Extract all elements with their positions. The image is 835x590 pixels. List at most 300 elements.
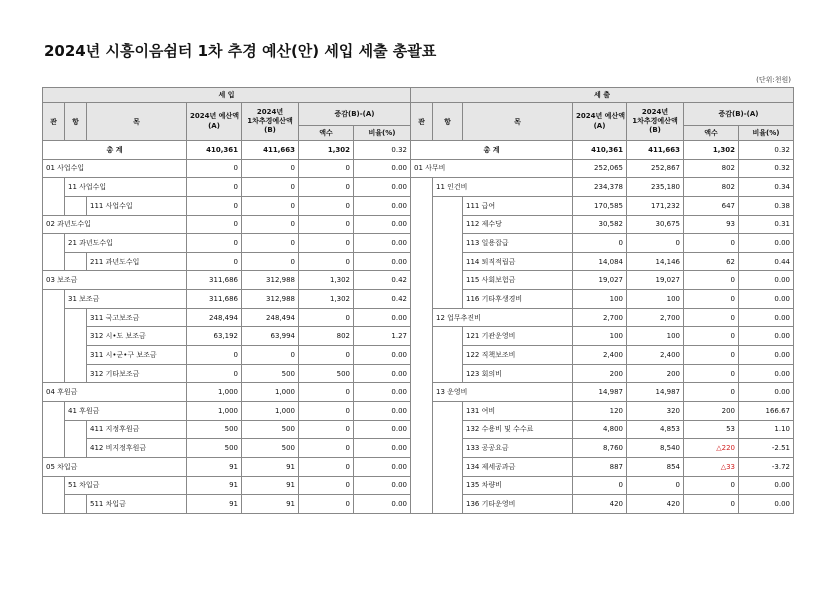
row-label: 136 기타운영비 bbox=[463, 495, 573, 514]
budget-b-cell: 1,000 bbox=[242, 383, 299, 402]
indent-cell bbox=[65, 495, 87, 514]
budget-b-cell: 100 bbox=[627, 327, 684, 346]
row-label: 11 사업수입 bbox=[65, 178, 187, 197]
diff-ratio-cell: 0.00 bbox=[354, 476, 411, 495]
row-label: 132 수용비 및 수수료 bbox=[463, 420, 573, 439]
budget-b-cell: 100 bbox=[627, 290, 684, 309]
table-row bbox=[43, 234, 411, 253]
row-label: 02 과년도수입 bbox=[43, 215, 187, 234]
table-row bbox=[411, 290, 794, 309]
diff-amount-cell: 0 bbox=[299, 420, 354, 439]
diff-amount-cell: 0 bbox=[299, 495, 354, 514]
budget-b-cell: 312,988 bbox=[242, 290, 299, 309]
budget-a-cell: 120 bbox=[573, 401, 627, 420]
diff-amount-cell: 0 bbox=[299, 346, 354, 365]
indent-cell bbox=[43, 439, 65, 458]
indent-cell bbox=[411, 215, 433, 234]
indent-cell bbox=[433, 196, 463, 215]
budget-b-cell: 312,988 bbox=[242, 271, 299, 290]
table-row bbox=[43, 401, 411, 420]
diff-amount-cell: 0 bbox=[684, 346, 739, 365]
budget-b-cell: 91 bbox=[242, 495, 299, 514]
col-budget-b-line1: 2024년 bbox=[256, 108, 284, 117]
table-row bbox=[43, 364, 411, 383]
indent-cell bbox=[43, 290, 65, 309]
table-row bbox=[411, 495, 794, 514]
diff-amount-cell: 93 bbox=[684, 215, 739, 234]
budget-b-cell: 500 bbox=[242, 439, 299, 458]
col-budget-b-line2: 1차추경예산액 bbox=[247, 117, 293, 126]
col-budget-a-line2: (A) bbox=[208, 121, 220, 130]
indent-cell bbox=[433, 364, 463, 383]
indent-cell bbox=[433, 401, 463, 420]
diff-ratio-cell: 0.00 bbox=[739, 364, 794, 383]
indent-cell bbox=[65, 327, 87, 346]
indent-cell bbox=[411, 178, 433, 197]
row-label: 121 기관운영비 bbox=[463, 327, 573, 346]
budget-a-cell: 14,084 bbox=[573, 252, 627, 271]
table-row bbox=[43, 271, 411, 290]
col-budget-b-line3: (B) bbox=[649, 125, 661, 134]
table-row bbox=[43, 159, 411, 178]
diff-ratio-cell: 0.44 bbox=[739, 252, 794, 271]
indent-cell bbox=[411, 383, 433, 402]
budget-a-cell: 2,700 bbox=[573, 308, 627, 327]
budget-a-cell: 0 bbox=[187, 196, 242, 215]
diff-amount-cell: 1,302 bbox=[299, 271, 354, 290]
diff-ratio-cell: 0.00 bbox=[354, 346, 411, 365]
indent-cell bbox=[411, 271, 433, 290]
budget-a-cell: 1,000 bbox=[187, 383, 242, 402]
table-row bbox=[43, 346, 411, 365]
total-b: 411,663 bbox=[242, 141, 299, 160]
indent-cell bbox=[433, 327, 463, 346]
indent-cell bbox=[43, 476, 65, 495]
budget-a-cell: 0 bbox=[187, 252, 242, 271]
table-row bbox=[411, 234, 794, 253]
row-label: 134 제세공과금 bbox=[463, 457, 573, 476]
diff-amount-cell: 0 bbox=[684, 383, 739, 402]
diff-ratio-cell: 166.67 bbox=[739, 401, 794, 420]
diff-amount-cell: 1,302 bbox=[299, 290, 354, 309]
col-hang: 항 bbox=[433, 103, 463, 141]
diff-amount-cell: 0 bbox=[684, 271, 739, 290]
budget-b-cell: 0 bbox=[242, 252, 299, 271]
row-label: 111 급여 bbox=[463, 196, 573, 215]
diff-amount-cell: 0 bbox=[684, 476, 739, 495]
diff-ratio-cell: 0.00 bbox=[739, 495, 794, 514]
income-total-row bbox=[43, 141, 411, 160]
col-hang: 항 bbox=[65, 103, 87, 141]
total-label: 총 계 bbox=[411, 141, 573, 160]
diff-ratio-cell: 0.00 bbox=[354, 457, 411, 476]
indent-cell bbox=[65, 346, 87, 365]
col-budget-a bbox=[187, 103, 242, 141]
indent-cell bbox=[43, 196, 65, 215]
diff-ratio-cell: 0.38 bbox=[739, 196, 794, 215]
indent-cell bbox=[43, 234, 65, 253]
budget-b-cell: 248,494 bbox=[242, 308, 299, 327]
indent-cell bbox=[411, 420, 433, 439]
expense-total-row bbox=[411, 141, 794, 160]
budget-b-cell: 91 bbox=[242, 457, 299, 476]
diff-ratio-cell: 0.00 bbox=[739, 383, 794, 402]
budget-a-cell: 14,987 bbox=[573, 383, 627, 402]
indent-cell bbox=[43, 327, 65, 346]
row-label: 111 사업수입 bbox=[87, 196, 187, 215]
table-row bbox=[411, 252, 794, 271]
total-a: 410,361 bbox=[187, 141, 242, 160]
diff-ratio-cell: 1.10 bbox=[739, 420, 794, 439]
indent-cell bbox=[411, 196, 433, 215]
budget-a-cell: 1,000 bbox=[187, 401, 242, 420]
indent-cell bbox=[43, 420, 65, 439]
row-label: 133 공공요금 bbox=[463, 439, 573, 458]
table-row bbox=[411, 476, 794, 495]
diff-amount-cell: 802 bbox=[684, 178, 739, 197]
budget-a-cell: 0 bbox=[573, 476, 627, 495]
col-budget-b-line1: 2024년 bbox=[641, 108, 669, 117]
budget-a-cell: 0 bbox=[187, 364, 242, 383]
diff-amount-cell: 53 bbox=[684, 420, 739, 439]
budget-a-cell: 200 bbox=[573, 364, 627, 383]
diff-ratio-cell: 0.00 bbox=[354, 234, 411, 253]
budget-b-cell: 320 bbox=[627, 401, 684, 420]
total-label: 총 계 bbox=[43, 141, 187, 160]
total-ratio: 0.32 bbox=[354, 141, 411, 160]
diff-ratio-cell: 0.00 bbox=[354, 159, 411, 178]
table-row bbox=[43, 308, 411, 327]
diff-ratio-cell: 0.32 bbox=[739, 159, 794, 178]
diff-amount-cell: 0 bbox=[299, 457, 354, 476]
diff-ratio-cell: 0.00 bbox=[739, 476, 794, 495]
diff-ratio-cell: 0.42 bbox=[354, 271, 411, 290]
budget-a-cell: 0 bbox=[187, 178, 242, 197]
diff-ratio-cell: 0.34 bbox=[739, 178, 794, 197]
budget-b-cell: 0 bbox=[242, 178, 299, 197]
col-mok: 목 bbox=[463, 103, 573, 141]
table-row bbox=[43, 476, 411, 495]
diff-ratio-cell: 0.00 bbox=[739, 234, 794, 253]
diff-ratio-cell: 0.00 bbox=[739, 346, 794, 365]
col-diff-amount: 액수 bbox=[684, 126, 739, 141]
budget-a-cell: 311,686 bbox=[187, 271, 242, 290]
table-row bbox=[43, 196, 411, 215]
row-label: 122 직책보조비 bbox=[463, 346, 573, 365]
indent-cell bbox=[433, 439, 463, 458]
indent-cell bbox=[43, 178, 65, 197]
budget-b-cell: 8,540 bbox=[627, 439, 684, 458]
budget-a-cell: 248,494 bbox=[187, 308, 242, 327]
indent-cell bbox=[65, 420, 87, 439]
diff-ratio-cell: 0.00 bbox=[354, 439, 411, 458]
diff-amount-cell: 0 bbox=[299, 476, 354, 495]
budget-a-cell: 234,378 bbox=[573, 178, 627, 197]
budget-a-cell: 91 bbox=[187, 476, 242, 495]
indent-cell bbox=[411, 476, 433, 495]
col-budget-b bbox=[242, 103, 299, 141]
table-row bbox=[411, 215, 794, 234]
diff-ratio-cell: 0.00 bbox=[354, 196, 411, 215]
total-a: 410,361 bbox=[573, 141, 627, 160]
table-row bbox=[411, 420, 794, 439]
col-budget-a-line2: (A) bbox=[593, 121, 606, 130]
indent-cell bbox=[433, 495, 463, 514]
row-label: 51 차입금 bbox=[65, 476, 187, 495]
budget-a-cell: 887 bbox=[573, 457, 627, 476]
diff-ratio-cell: 0.00 bbox=[354, 364, 411, 383]
indent-cell bbox=[43, 401, 65, 420]
budget-b-cell: 2,400 bbox=[627, 346, 684, 365]
budget-b-cell: 19,027 bbox=[627, 271, 684, 290]
diff-amount-cell: 0 bbox=[299, 234, 354, 253]
income-table bbox=[42, 87, 411, 514]
indent-cell bbox=[433, 215, 463, 234]
indent-cell bbox=[411, 495, 433, 514]
row-label: 11 인건비 bbox=[433, 178, 573, 197]
total-amount: 1,302 bbox=[299, 141, 354, 160]
diff-amount-cell: 0 bbox=[299, 308, 354, 327]
indent-cell bbox=[65, 252, 87, 271]
expense-section-header: 세 출 bbox=[411, 88, 794, 103]
table-row bbox=[411, 159, 794, 178]
unit-label: (단위:천원) bbox=[756, 76, 791, 84]
table-row bbox=[43, 327, 411, 346]
budget-a-cell: 0 bbox=[187, 234, 242, 253]
expense-table bbox=[410, 87, 794, 514]
row-label: 114 퇴직적립금 bbox=[463, 252, 573, 271]
indent-cell bbox=[411, 252, 433, 271]
row-label: 13 운영비 bbox=[433, 383, 573, 402]
table-row bbox=[411, 196, 794, 215]
row-label: 211 과년도수입 bbox=[87, 252, 187, 271]
budget-a-cell: 63,192 bbox=[187, 327, 242, 346]
table-row bbox=[411, 439, 794, 458]
row-label: 411 지정후원금 bbox=[87, 420, 187, 439]
diff-ratio-cell: 0.00 bbox=[354, 401, 411, 420]
row-label: 511 차입금 bbox=[87, 495, 187, 514]
indent-cell bbox=[411, 290, 433, 309]
budget-a-cell: 0 bbox=[187, 346, 242, 365]
diff-ratio-cell: 1.27 bbox=[354, 327, 411, 346]
indent-cell bbox=[43, 364, 65, 383]
row-label: 412 비지정후원금 bbox=[87, 439, 187, 458]
budget-b-cell: 0 bbox=[627, 234, 684, 253]
diff-ratio-cell: 0.00 bbox=[354, 420, 411, 439]
page-title: 2024년 시흥이음쉼터 1차 추경 예산(안) 세입 세출 총괄표 bbox=[44, 42, 437, 60]
row-label: 41 후원금 bbox=[65, 401, 187, 420]
budget-a-cell: 100 bbox=[573, 327, 627, 346]
col-budget-b-line3: (B) bbox=[264, 125, 276, 134]
diff-amount-cell: 0 bbox=[684, 290, 739, 309]
diff-amount-cell: 200 bbox=[684, 401, 739, 420]
table-row bbox=[411, 271, 794, 290]
budget-b-cell: 91 bbox=[242, 476, 299, 495]
budget-b-cell: 854 bbox=[627, 457, 684, 476]
budget-a-cell: 30,582 bbox=[573, 215, 627, 234]
row-label: 113 일용잡급 bbox=[463, 234, 573, 253]
indent-cell bbox=[43, 346, 65, 365]
budget-a-cell: 4,800 bbox=[573, 420, 627, 439]
budget-b-cell: 0 bbox=[242, 346, 299, 365]
budget-b-cell: 30,675 bbox=[627, 215, 684, 234]
indent-cell bbox=[411, 364, 433, 383]
diff-ratio-cell: 0.00 bbox=[354, 252, 411, 271]
budget-a-cell: 252,065 bbox=[573, 159, 627, 178]
row-label: 116 기타후생경비 bbox=[463, 290, 573, 309]
row-label: 115 사회보험금 bbox=[463, 271, 573, 290]
diff-amount-cell: 802 bbox=[299, 327, 354, 346]
diff-amount-cell: 0 bbox=[299, 159, 354, 178]
table-row bbox=[43, 420, 411, 439]
row-label: 312 시•도 보조금 bbox=[87, 327, 187, 346]
indent-cell bbox=[411, 234, 433, 253]
col-budget-b bbox=[627, 103, 684, 141]
table-row bbox=[411, 401, 794, 420]
budget-b-cell: 14,146 bbox=[627, 252, 684, 271]
row-label: 01 사무비 bbox=[411, 159, 573, 178]
budget-a-cell: 170,585 bbox=[573, 196, 627, 215]
budget-a-cell: 19,027 bbox=[573, 271, 627, 290]
indent-cell bbox=[411, 439, 433, 458]
diff-ratio-cell: -2.51 bbox=[739, 439, 794, 458]
row-label: 04 후원금 bbox=[43, 383, 187, 402]
indent-cell bbox=[433, 271, 463, 290]
indent-cell bbox=[411, 308, 433, 327]
indent-cell bbox=[65, 364, 87, 383]
diff-amount-cell: △220 bbox=[684, 439, 739, 458]
indent-cell bbox=[433, 476, 463, 495]
diff-amount-cell: 0 bbox=[299, 196, 354, 215]
table-row bbox=[43, 215, 411, 234]
table-row bbox=[43, 439, 411, 458]
diff-amount-cell: 500 bbox=[299, 364, 354, 383]
diff-ratio-cell: 0.00 bbox=[354, 178, 411, 197]
indent-cell bbox=[433, 290, 463, 309]
indent-cell bbox=[411, 346, 433, 365]
diff-amount-cell: 0 bbox=[299, 215, 354, 234]
row-label: 312 기타보조금 bbox=[87, 364, 187, 383]
col-gwan: 관 bbox=[43, 103, 65, 141]
budget-a-cell: 0 bbox=[187, 159, 242, 178]
budget-a-cell: 91 bbox=[187, 457, 242, 476]
budget-a-cell: 2,400 bbox=[573, 346, 627, 365]
diff-amount-cell: 0 bbox=[299, 252, 354, 271]
budget-b-cell: 0 bbox=[242, 234, 299, 253]
budget-b-cell: 200 bbox=[627, 364, 684, 383]
diff-ratio-cell: 0.31 bbox=[739, 215, 794, 234]
indent-cell bbox=[433, 252, 463, 271]
table-row bbox=[411, 346, 794, 365]
total-b: 411,663 bbox=[627, 141, 684, 160]
budget-b-cell: 0 bbox=[242, 196, 299, 215]
indent-cell bbox=[411, 457, 433, 476]
col-diff-amount: 액수 bbox=[299, 126, 354, 141]
col-mok: 목 bbox=[87, 103, 187, 141]
budget-b-cell: 2,700 bbox=[627, 308, 684, 327]
budget-b-cell: 420 bbox=[627, 495, 684, 514]
diff-amount-cell: 802 bbox=[684, 159, 739, 178]
budget-b-cell: 171,232 bbox=[627, 196, 684, 215]
indent-cell bbox=[433, 234, 463, 253]
budget-b-cell: 4,853 bbox=[627, 420, 684, 439]
income-section-header: 세 입 bbox=[43, 88, 411, 103]
budget-b-cell: 63,994 bbox=[242, 327, 299, 346]
table-row bbox=[43, 252, 411, 271]
table-row bbox=[411, 178, 794, 197]
diff-amount-cell: 0 bbox=[299, 439, 354, 458]
indent-cell bbox=[411, 327, 433, 346]
row-label: 112 제수당 bbox=[463, 215, 573, 234]
table-row bbox=[411, 308, 794, 327]
diff-ratio-cell: 0.00 bbox=[739, 308, 794, 327]
budget-b-cell: 252,867 bbox=[627, 159, 684, 178]
diff-amount-cell: 0 bbox=[299, 178, 354, 197]
table-row bbox=[43, 495, 411, 514]
col-diff-ratio: 비율(%) bbox=[354, 126, 411, 141]
diff-amount-cell: △33 bbox=[684, 457, 739, 476]
row-label: 131 여비 bbox=[463, 401, 573, 420]
row-label: 311 시•군•구 보조금 bbox=[87, 346, 187, 365]
table-row bbox=[43, 457, 411, 476]
budget-b-cell: 14,987 bbox=[627, 383, 684, 402]
budget-b-cell: 500 bbox=[242, 420, 299, 439]
indent-cell bbox=[433, 457, 463, 476]
budget-a-cell: 500 bbox=[187, 420, 242, 439]
table-row bbox=[43, 290, 411, 309]
col-budget-a bbox=[573, 103, 627, 141]
budget-a-cell: 0 bbox=[187, 215, 242, 234]
budget-b-cell: 0 bbox=[242, 159, 299, 178]
budget-b-cell: 500 bbox=[242, 364, 299, 383]
indent-cell bbox=[65, 439, 87, 458]
col-budget-b-line2: 1차추경예산액 bbox=[632, 117, 678, 126]
indent-cell bbox=[43, 252, 65, 271]
table-row bbox=[411, 327, 794, 346]
budget-b-cell: 235,180 bbox=[627, 178, 684, 197]
col-budget-a-line1: 2024년 예산액 bbox=[576, 112, 625, 121]
col-diff: 증감(B)-(A) bbox=[299, 103, 411, 126]
budget-a-cell: 420 bbox=[573, 495, 627, 514]
indent-cell bbox=[43, 308, 65, 327]
diff-amount-cell: 0 bbox=[684, 234, 739, 253]
row-label: 311 국고보조금 bbox=[87, 308, 187, 327]
table-row bbox=[43, 383, 411, 402]
indent-cell bbox=[65, 196, 87, 215]
row-label: 21 과년도수입 bbox=[65, 234, 187, 253]
budget-b-cell: 0 bbox=[242, 215, 299, 234]
table-row bbox=[411, 457, 794, 476]
indent-cell bbox=[65, 308, 87, 327]
diff-ratio-cell: 0.00 bbox=[354, 308, 411, 327]
budget-a-cell: 91 bbox=[187, 495, 242, 514]
budget-b-cell: 0 bbox=[627, 476, 684, 495]
diff-amount-cell: 0 bbox=[684, 364, 739, 383]
indent-cell bbox=[433, 420, 463, 439]
diff-ratio-cell: 0.00 bbox=[739, 271, 794, 290]
budget-b-cell: 1,000 bbox=[242, 401, 299, 420]
diff-ratio-cell: 0.00 bbox=[354, 215, 411, 234]
diff-amount-cell: 647 bbox=[684, 196, 739, 215]
diff-ratio-cell: 0.42 bbox=[354, 290, 411, 309]
col-gwan: 관 bbox=[411, 103, 433, 141]
row-label: 03 보조금 bbox=[43, 271, 187, 290]
row-label: 135 차량비 bbox=[463, 476, 573, 495]
diff-amount-cell: 0 bbox=[299, 383, 354, 402]
diff-amount-cell: 0 bbox=[684, 327, 739, 346]
budget-a-cell: 8,760 bbox=[573, 439, 627, 458]
row-label: 12 업무추진비 bbox=[433, 308, 573, 327]
